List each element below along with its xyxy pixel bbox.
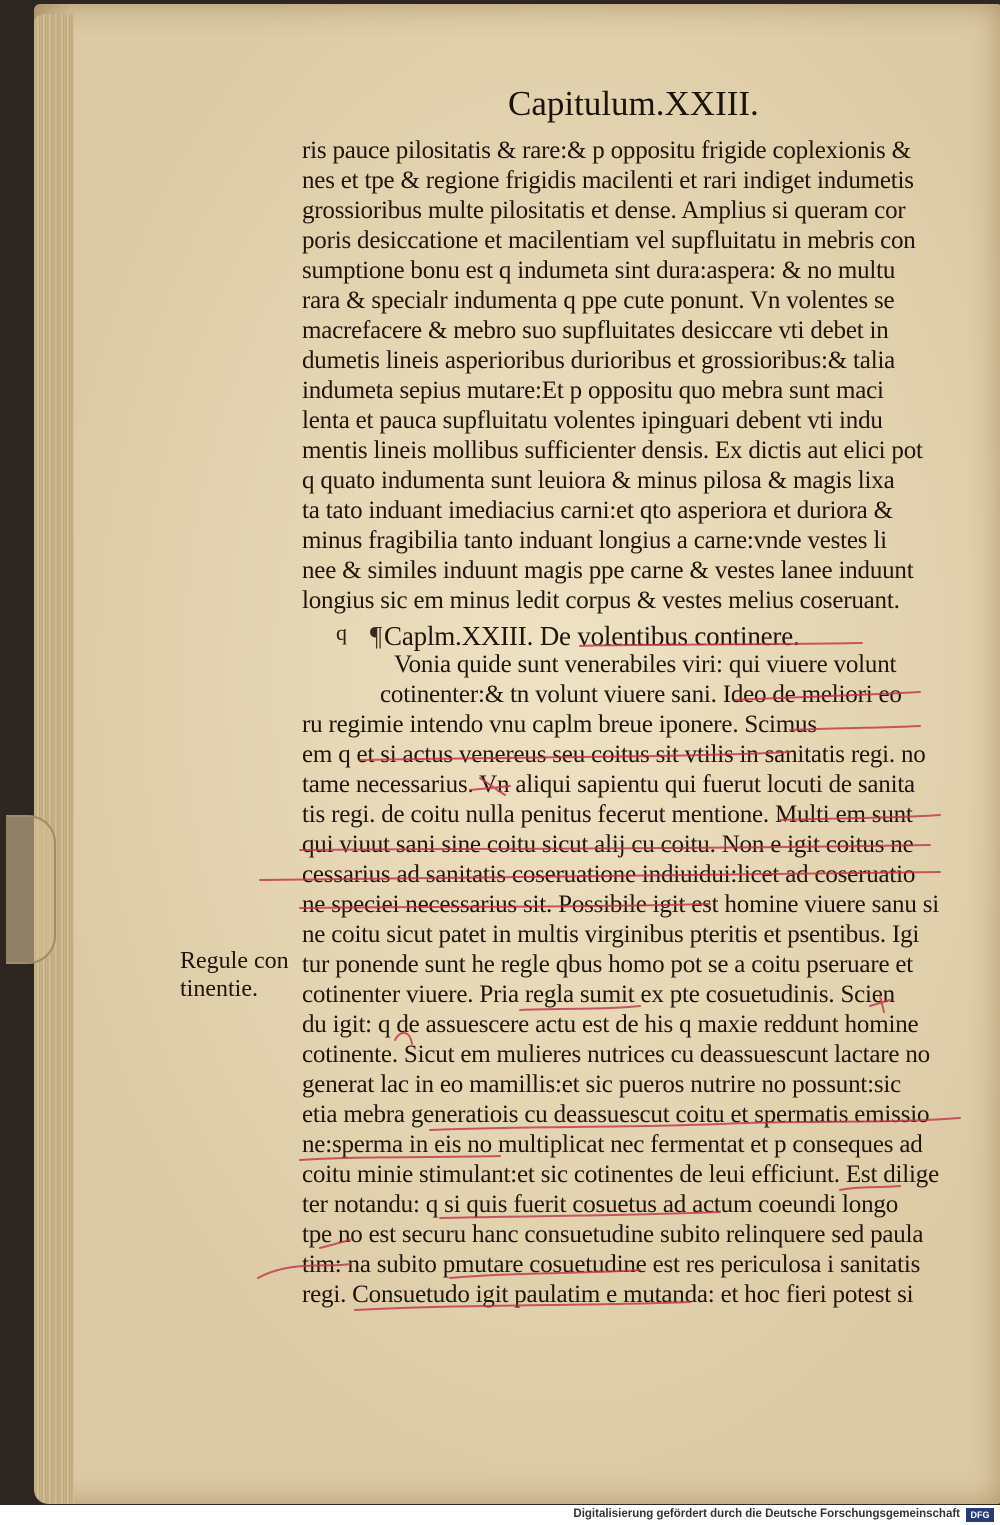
text-line: tame necessarius. Vn aliqui sapientu qui fuerut locuti de sanita: [302, 771, 915, 798]
text-line: du igit: q de assuescere actu est de his q maxie reddunt homine: [302, 1011, 919, 1038]
text-line: grossioribus multe pilositatis et dense. Amplius si queram cor: [302, 197, 906, 224]
text-line: minus fragibilia tanto induant longius a carne:vnde vestes li: [302, 527, 887, 554]
text-line: cotinenter viuere. Pria regla sumit ex pte cosuetudinis. Scien: [302, 981, 895, 1008]
text-line: Vonia quide sunt venerabiles viri: qui viuere volunt: [394, 651, 897, 678]
dfg-logo-icon: DFG: [966, 1508, 994, 1522]
text-line: sumptione bonu est q indumeta sint dura:aspera: & no multu: [302, 257, 896, 284]
text-line: ter notandu: q si quis fuerit cosuetus ad actum coeundi longo: [302, 1191, 899, 1218]
text-line: ne:sperma in eis no multiplicat nec fermentat et p conseques ad: [302, 1131, 923, 1158]
text-line: qui viuut sani sine coitu sicut alij cu coitu. Non e igit coitus ne: [302, 831, 914, 858]
text-line: tpe no est securu hanc consuetudine subito relinquere sed paula: [302, 1221, 924, 1248]
text-line: lenta et pauca supfluitatu volentes ipinguari debent vti indu: [302, 407, 883, 434]
text-line: ne speciei necessarius sit. Possibile igit est homine viuere sanu si: [302, 891, 939, 918]
text-line: cessarius ad sanitatis coseruatione indiuidui:licet ad coseruatio: [302, 861, 916, 888]
text-line: ne coitu sicut patet in multis virginibus pteritis et psentibus. Igi: [302, 921, 920, 948]
show-through-text: [300, 88, 420, 116]
text-line: macrefacere & mebro suo supfluitates desiccare vti debet in: [302, 317, 889, 344]
text-line: cotinenter:& tn volunt viuere sani. Ideo de meliori eo: [380, 681, 902, 708]
text-line: indumeta sepius mutare:Et p oppositu quo mebra sunt maci: [302, 377, 884, 404]
text-line: ta tato induant imediacius carni:et qto asperiora et duriora &: [302, 497, 893, 524]
pilcrow-icon: ¶: [370, 621, 383, 651]
page-edge-stack: [34, 14, 74, 1504]
text-line: regi. Consuetudo igit paulatim e mutanda: et hoc fieri potest si: [302, 1281, 914, 1308]
chapter-title: De volentibus continere.: [539, 621, 800, 651]
text-line: nee & similes induunt magis ppe carne & vestes lanee induunt: [302, 557, 914, 584]
text-line: poris desiccatione et macilentiam vel supfluitatu in mebris con: [302, 227, 916, 254]
text-line: generat lac in eo mamillis:et sic pueros nutrire no possunt:sic: [302, 1071, 902, 1098]
text-line: dumetis lineis asperioribus durioribus et grossioribus:& talia: [302, 347, 896, 374]
text-line: longius sic em minus ledit corpus & vestes melius coseruant.: [302, 587, 900, 614]
text-line: etia mebra generatiois cu deassuescut coitu et spermatis emissio: [302, 1101, 930, 1128]
marginal-note-line: Regule con: [180, 948, 289, 974]
text-line: nes et tpe & regione frigidis macilenti et rari indiget indumetis: [302, 167, 914, 194]
clasp-tab: [6, 815, 56, 964]
text-line: ru regimie intendo vnu caplm breue iponere. Scimus: [302, 711, 817, 738]
marginal-note-line: tinentie.: [180, 976, 258, 1002]
footer-credit: Digitalisierung gefördert durch die Deutsche Forschungsgemeinschaft: [573, 1508, 960, 1520]
text-line: rara & specialr indumenta q ppe cute ponunt. Vn volentes se: [302, 287, 895, 314]
guide-letter: q: [336, 620, 347, 645]
text-line: cotinente. Sicut em mulieres nutrices cu deassuescunt lactare no: [302, 1041, 930, 1068]
text-line: ris pauce pilositatis & rare:& p oppositu frigide coplexionis &: [302, 137, 911, 164]
text-line: mentis lineis mollibus sufficienter densis. Ex dictis aut elici pot: [302, 437, 923, 464]
chapter-heading: [370, 621, 800, 652]
digitization-footer: [0, 1505, 1000, 1525]
text-line: em q et si actus venereus seu coitus sit vtilis in sanitatis regi. no: [302, 741, 926, 768]
text-line: coitu minie stimulant:et sic cotinentes de leui efficiunt. Est dilige: [302, 1161, 939, 1188]
text-line: q quato indumenta sunt leuiora & minus pilosa & magis lixa: [302, 467, 895, 494]
text-line: tis regi. de coitu nulla penitus fecerut mentione. Multi em sunt: [302, 801, 913, 828]
running-head: Capitulum.XXIII.: [508, 84, 759, 123]
text-line: tur ponende sunt he regle qbus homo pot se a coitu pseruare et: [302, 951, 914, 978]
text-line: tim: na subito pmutare cosuetudine est res periculosa i sanitatis: [302, 1251, 921, 1278]
chapter-label: Caplm.XXIII.: [384, 621, 534, 651]
